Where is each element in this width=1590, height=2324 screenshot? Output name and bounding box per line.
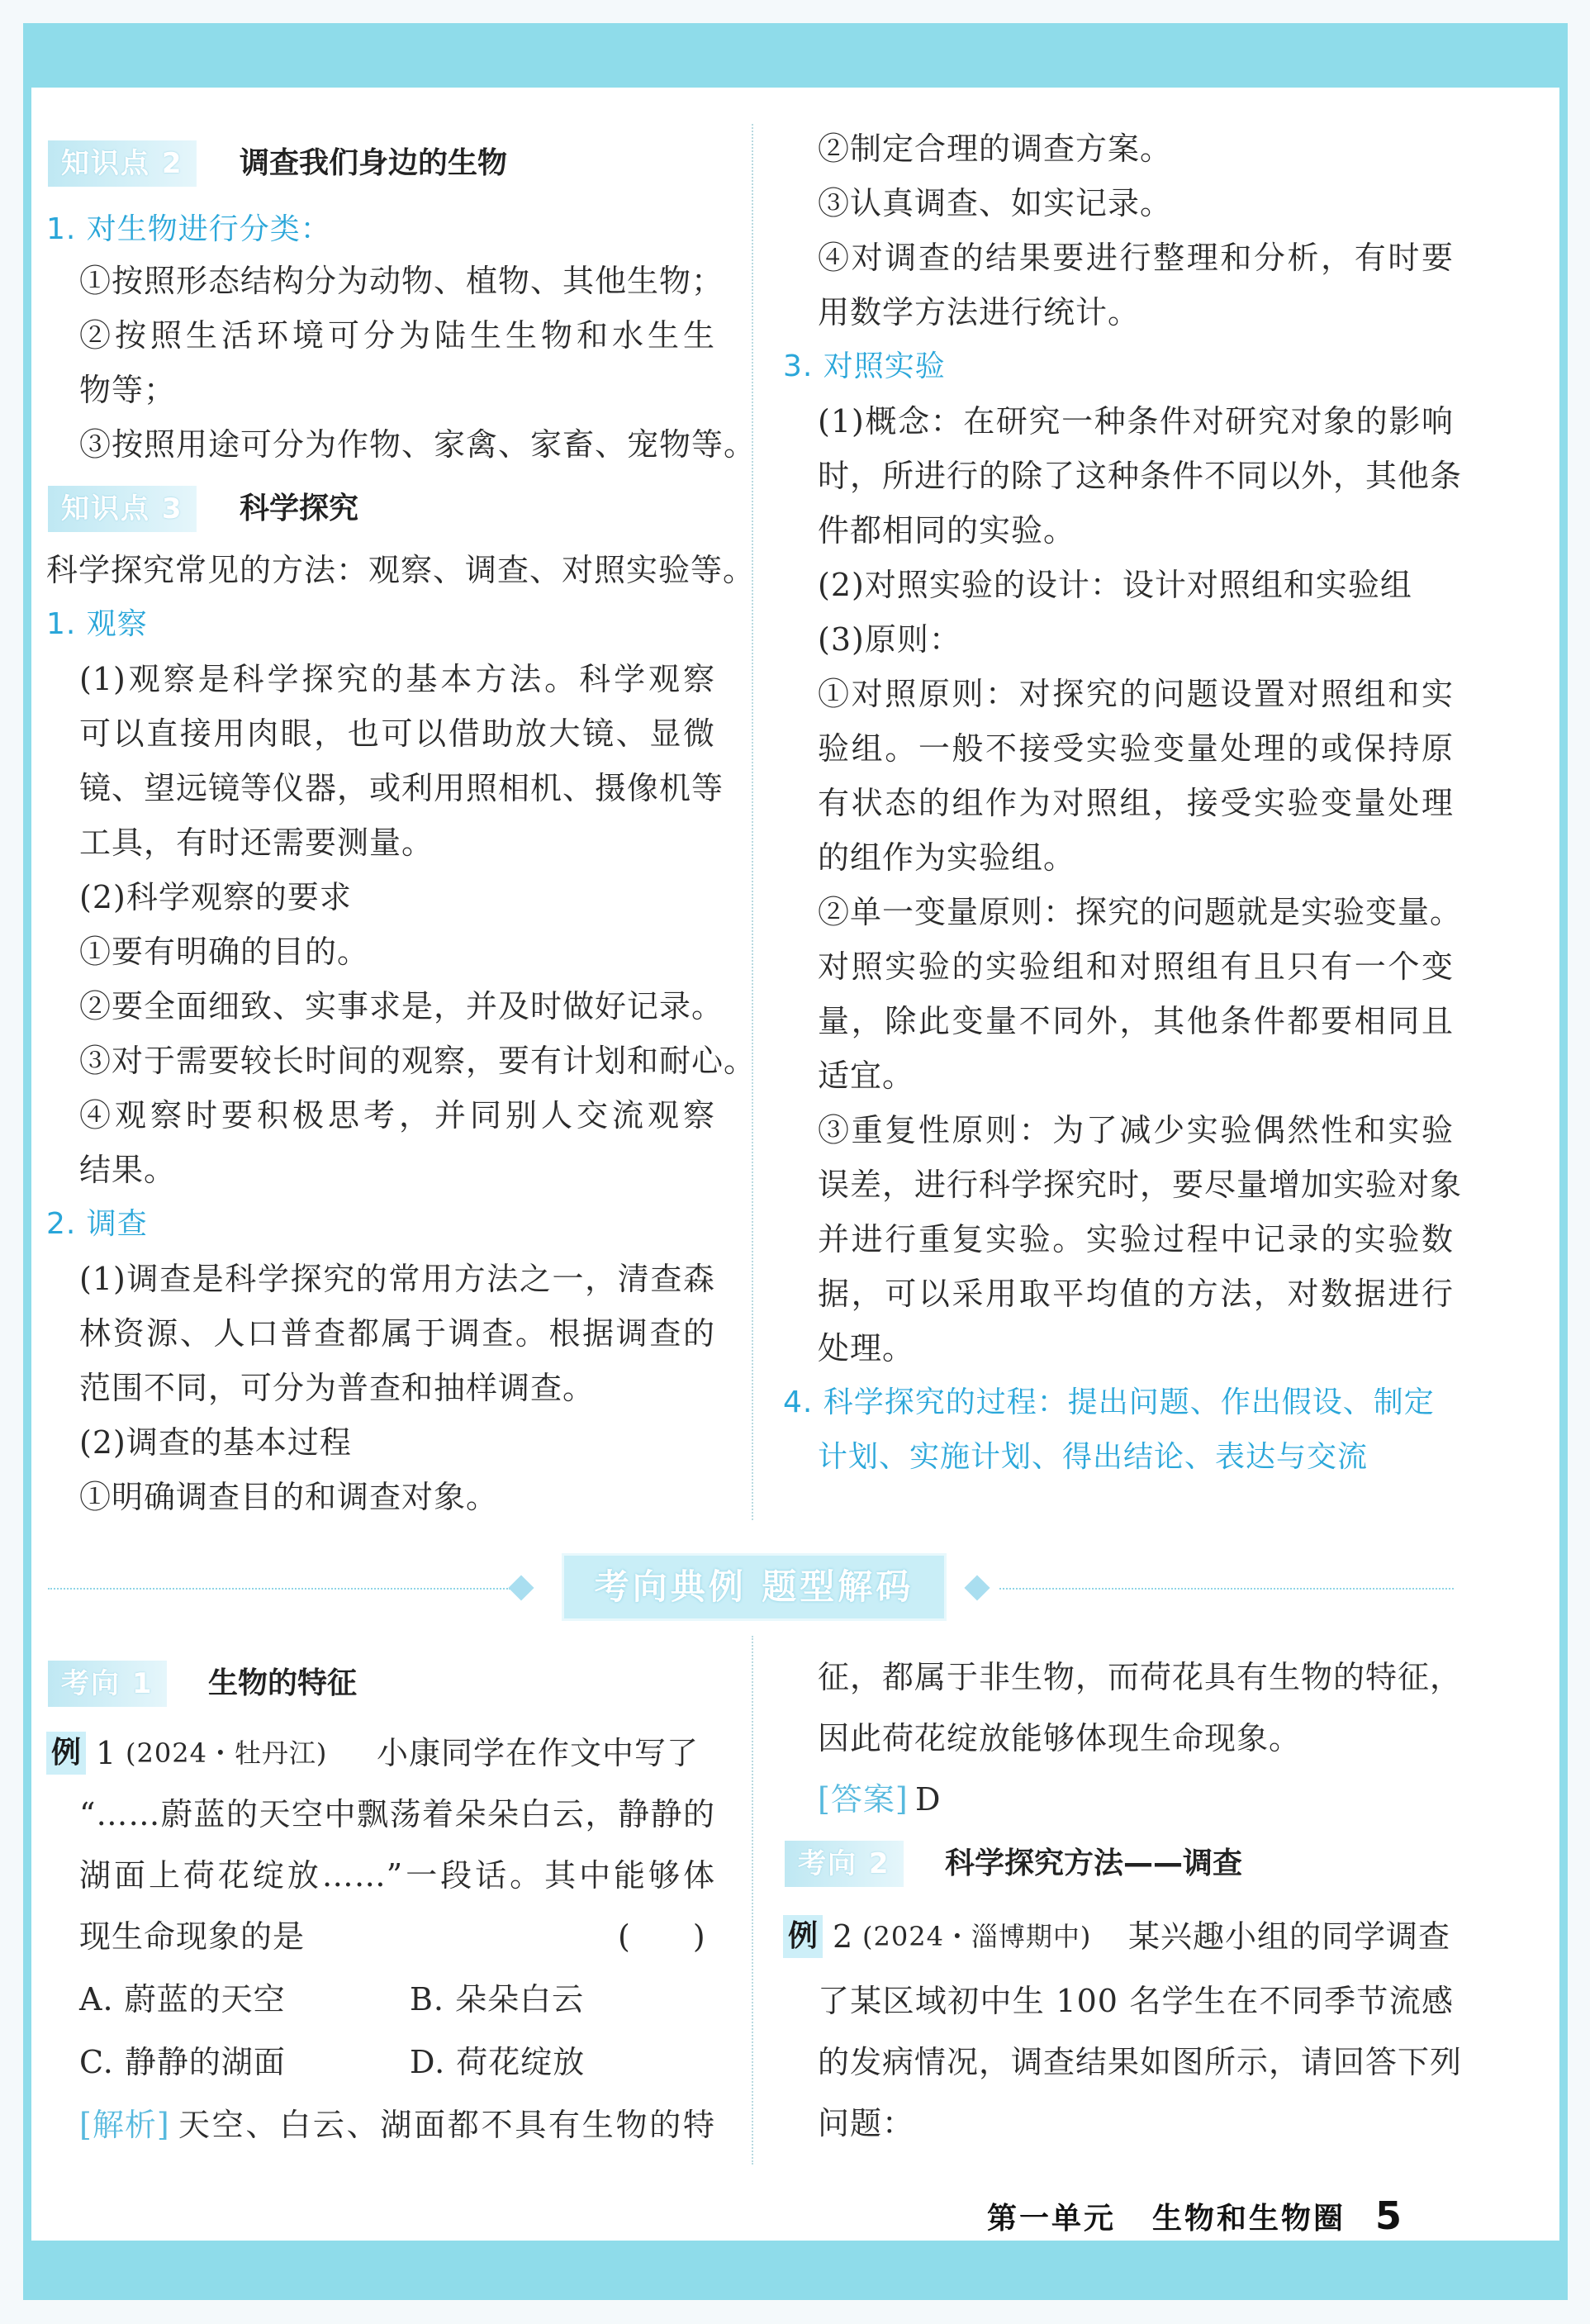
exam-direction-1-title: 生物的特征 <box>208 1666 358 1700</box>
text-line: 结果。 <box>79 1152 177 1188</box>
text-line: ③按照用途可分为作物、家禽、家畜、宠物等。 <box>79 426 757 463</box>
text-line: (2)调查的基本过程 <box>79 1424 352 1461</box>
page-number: 5 <box>1375 2193 1403 2238</box>
section-heading-investigation: 2. 调查 <box>46 1207 148 1241</box>
knowledge-point-3-badge: 知识点 3 <box>48 486 197 532</box>
text-line: 林资源、人口普查都属于调查。根据调查的 <box>79 1315 715 1352</box>
exam-direction-2-badge: 考向 2 <box>785 1841 904 1887</box>
column-divider <box>752 124 753 1520</box>
text-line: 据，可以采用取平均值的方法，对数据进行 <box>818 1276 1454 1312</box>
text-line: 时，所进行的除了这种条件不同以外，其他条 <box>818 458 1463 494</box>
question-text: 的发病情况，调查结果如图所示，请回答下列 <box>818 2044 1463 2080</box>
question-text: 小康同学在作文中写了 <box>377 1735 700 1771</box>
column-divider-lower <box>752 1636 753 2165</box>
text-line: ③重复性原则：为了减少实验偶然性和实验 <box>818 1112 1454 1148</box>
text-line: 量，除此变量不同外，其他条件都要相同且 <box>818 1003 1454 1039</box>
example-label: 例 <box>783 1915 823 1958</box>
answer-label: [答案] <box>818 1781 909 1818</box>
question-text: “……蔚蓝的天空中飘荡着朵朵白云，静静的 <box>79 1796 715 1832</box>
text-line: ①明确调查目的和调查对象。 <box>79 1479 499 1515</box>
example-number: 1 <box>96 1735 117 1771</box>
text-line: 可以直接用肉眼，也可以借助放大镜、显微 <box>79 715 715 752</box>
text-line: 科学探究常见的方法：观察、调查、对照实验等。 <box>46 552 756 588</box>
analysis-text: 征，都属于非生物，而荷花具有生物的特征， <box>818 1659 1463 1695</box>
knowledge-point-2-badge: 知识点 2 <box>48 140 197 187</box>
analysis-text: 天空、白云、湖面都不具有生物的特 <box>178 2107 715 2143</box>
text-line: (3)原则： <box>818 621 961 658</box>
example-source: (2024・牡丹江) <box>126 1737 328 1769</box>
answer-blank: ( ) <box>618 1918 705 1955</box>
text-line: ②按照生活环境可分为陆生生物和水生生 <box>79 317 715 354</box>
bottom-border-band <box>23 2241 1568 2300</box>
text-line: 用数学方法进行统计。 <box>818 294 1141 330</box>
text-line: ②制定合理的调查方案。 <box>818 131 1173 167</box>
section-heading-classification: 1. 对生物进行分类： <box>46 212 331 246</box>
question-text: 某兴趣小组的同学调查 <box>1128 1918 1451 1955</box>
text-line: ④对调查的结果要进行整理和分析，有时要 <box>818 240 1454 276</box>
knowledge-point-2-title: 调查我们身边的生物 <box>240 146 508 180</box>
option-c: C. 静静的湖面 <box>79 2044 286 2080</box>
top-border-band <box>23 23 1568 88</box>
text-line: 镜、望远镜等仪器，或利用照相机、摄像机等 <box>79 770 724 806</box>
text-line: 验组。一般不接受实验变量处理的或保持原 <box>818 730 1454 767</box>
text-line: ④观察时要积极思考，并同别人交流观察 <box>79 1097 715 1133</box>
example-source: (2024・淄博期中) <box>862 1921 1092 1952</box>
option-b: B. 朵朵白云 <box>410 1981 585 2017</box>
footer-title: 生物和生物圈 <box>1152 2202 1346 2236</box>
text-line: ①按照形态结构分为动物、植物、其他生物； <box>79 263 724 299</box>
exam-section-banner: 考向典例 题型解码 <box>562 1553 947 1621</box>
text-line: ②要全面细致、实事求是，并及时做好记录。 <box>79 988 724 1024</box>
analysis-label: [解析] <box>79 2107 170 2143</box>
text-line: ①对照原则：对探究的问题设置对照组和实 <box>818 676 1454 712</box>
option-a: A. 蔚蓝的天空 <box>79 1981 286 2017</box>
section-heading-control-experiment: 3. 对照实验 <box>783 349 946 383</box>
text-line: (1)观察是科学探究的基本方法。科学观察 <box>79 661 715 697</box>
banner-rule-left <box>48 1588 510 1590</box>
exam-direction-2-title: 科学探究方法——调查 <box>945 1846 1243 1880</box>
option-d: D. 荷花绽放 <box>410 2044 586 2080</box>
text-line: 范围不同，可分为普查和抽样调查。 <box>79 1370 596 1406</box>
example-number: 2 <box>833 1918 854 1955</box>
text-line: 有状态的组作为对照组，接受实验变量处理 <box>818 785 1454 821</box>
footer-unit: 第一单元 <box>987 2202 1117 2236</box>
text-line: (1)概念：在研究一种条件对研究对象的影响 <box>818 403 1454 440</box>
text-line: (1)调查是科学探究的常用方法之一，清查森 <box>79 1261 715 1297</box>
analysis-text: 因此荷花绽放能够体现生命现象。 <box>818 1720 1302 1756</box>
text-line: 物等； <box>79 372 177 408</box>
text-line: 的组作为实验组。 <box>818 839 1076 876</box>
question-text: 现生命现象的是 <box>79 1918 306 1955</box>
text-line: 误差，进行科学探究时，要尽量增加实验对象 <box>818 1167 1463 1203</box>
section-heading-observation: 1. 观察 <box>46 607 148 641</box>
text-line: ②单一变量原则：探究的问题就是实验变量。 <box>818 894 1463 930</box>
banner-rule-right <box>999 1588 1454 1590</box>
left-border-band <box>23 23 31 2300</box>
text-line: 处理。 <box>818 1330 915 1366</box>
question-text: 问题： <box>818 2105 915 2141</box>
text-line: 并进行重复实验。实验过程中记录的实验数 <box>818 1221 1454 1257</box>
right-border-band <box>1559 23 1568 2300</box>
exam-direction-1-badge: 考向 1 <box>48 1661 167 1707</box>
text-line: (2)对照实验的设计：设计对照组和实验组 <box>818 567 1412 603</box>
text-line: ①要有明确的目的。 <box>79 934 370 970</box>
text-line: (2)科学观察的要求 <box>79 879 352 915</box>
section-heading-inquiry-process: 4. 科学探究的过程：提出问题、作出假设、制定 <box>783 1385 1435 1419</box>
question-text: 湖面上荷花绽放……”一段话。其中能够体 <box>79 1857 715 1894</box>
text-line: ③认真调查、如实记录。 <box>818 185 1173 221</box>
question-text: 了某区域初中生 100 名学生在不同季节流感 <box>818 1983 1454 2019</box>
text-line: ③对于需要较长时间的观察，要有计划和耐心。 <box>79 1043 757 1079</box>
text-line: 工具，有时还需要测量。 <box>79 825 434 861</box>
text-line: 适宜。 <box>818 1057 915 1094</box>
text-line: 件都相同的实验。 <box>818 512 1076 549</box>
text-line: 对照实验的实验组和对照组有且只有一个变 <box>818 948 1454 985</box>
answer-value: D <box>915 1781 942 1818</box>
example-label: 例 <box>46 1732 86 1775</box>
knowledge-point-3-title: 科学探究 <box>240 492 359 525</box>
section-heading-inquiry-process-cont: 计划、实施计划、得出结论、表达与交流 <box>818 1440 1369 1474</box>
